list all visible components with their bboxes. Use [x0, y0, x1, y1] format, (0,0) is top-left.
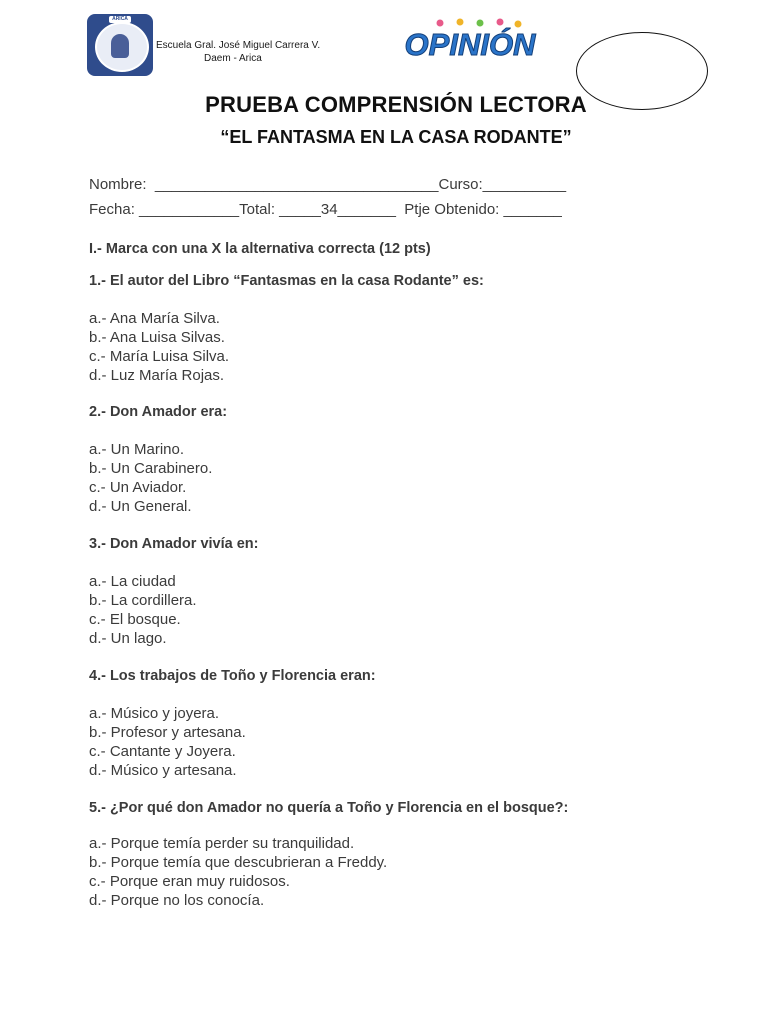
crest-figure-icon: [111, 34, 129, 58]
page-title: PRUEBA COMPRENSIÓN LECTORA: [205, 92, 587, 117]
school-name: [156, 39, 396, 65]
question-4: 4.- Los trabajos de Toño y Florencia eran:: [89, 668, 376, 684]
option-2c: c.- Un Aviador.: [89, 479, 187, 496]
option-4a: a.- Músico y joyera.: [89, 705, 220, 722]
option-4b: b.- Profesor y artesana.: [89, 724, 246, 741]
date-score-line: Fecha: ____________Total: _____34_______ Ptje Obtenido: _______: [89, 201, 562, 218]
option-2a: a.- Un Marino.: [89, 441, 185, 458]
question-1: 1.- El autor del Libro “Fantasmas en la casa Rodante” es:: [89, 273, 484, 289]
question-1-options: [89, 309, 229, 385]
question-4-options: [89, 704, 246, 780]
question-2: 2.- Don Amador era:: [89, 404, 228, 420]
option-2d: d.- Un General.: [89, 498, 192, 515]
option-5d: d.- Porque no los conocía.: [89, 892, 265, 909]
option-5b: b.- Porque temía que descubrieran a Freddy.: [89, 854, 388, 871]
question-3: 3.- Don Amador vivía en:: [89, 536, 259, 552]
option-3b: b.- La cordillera.: [89, 592, 197, 609]
school-line-1: Escuela Gral. José Miguel Carrera V.: [156, 40, 321, 51]
option-1d: d.- Luz María Rojas.: [89, 367, 225, 384]
option-3d: d.- Un lago.: [89, 630, 167, 647]
option-1a: a.- Ana María Silva.: [89, 310, 220, 327]
instruction-text: I.- Marca con una X la alternativa correcta (12 pts): [89, 241, 431, 257]
option-5c: c.- Porque eran muy ruidosos.: [89, 873, 290, 890]
question-5: 5.- ¿Por qué don Amador no quería a Toño y Florencia en el bosque?:: [89, 800, 569, 816]
option-1c: c.- María Luisa Silva.: [89, 348, 230, 365]
question-3-options: [89, 572, 197, 648]
option-4d: d.- Músico y artesana.: [89, 762, 237, 779]
name-course-line: Nombre: __________________________________Curso:__________: [89, 176, 567, 193]
question-5-options: [89, 834, 387, 910]
logo-text: OPINIÓN: [404, 27, 536, 62]
option-3a: a.- La ciudad: [89, 573, 176, 590]
option-5a: a.- Porque temía perder su tranquilidad.: [89, 835, 355, 852]
school-crest-logo: [87, 14, 153, 76]
crest-label: ARICA: [109, 16, 131, 23]
school-line-2: Daem - Arica: [204, 53, 262, 64]
page-subtitle: “EL FANTASMA EN LA CASA RODANTE”: [220, 127, 572, 147]
option-3c: c.- El bosque.: [89, 611, 181, 628]
option-1b: b.- Ana Luisa Silvas.: [89, 329, 225, 346]
option-4c: c.- Cantante y Joyera.: [89, 743, 236, 760]
opinion-logo: [402, 18, 538, 62]
option-2b: b.- Un Carabinero.: [89, 460, 213, 477]
question-2-options: [89, 440, 212, 516]
